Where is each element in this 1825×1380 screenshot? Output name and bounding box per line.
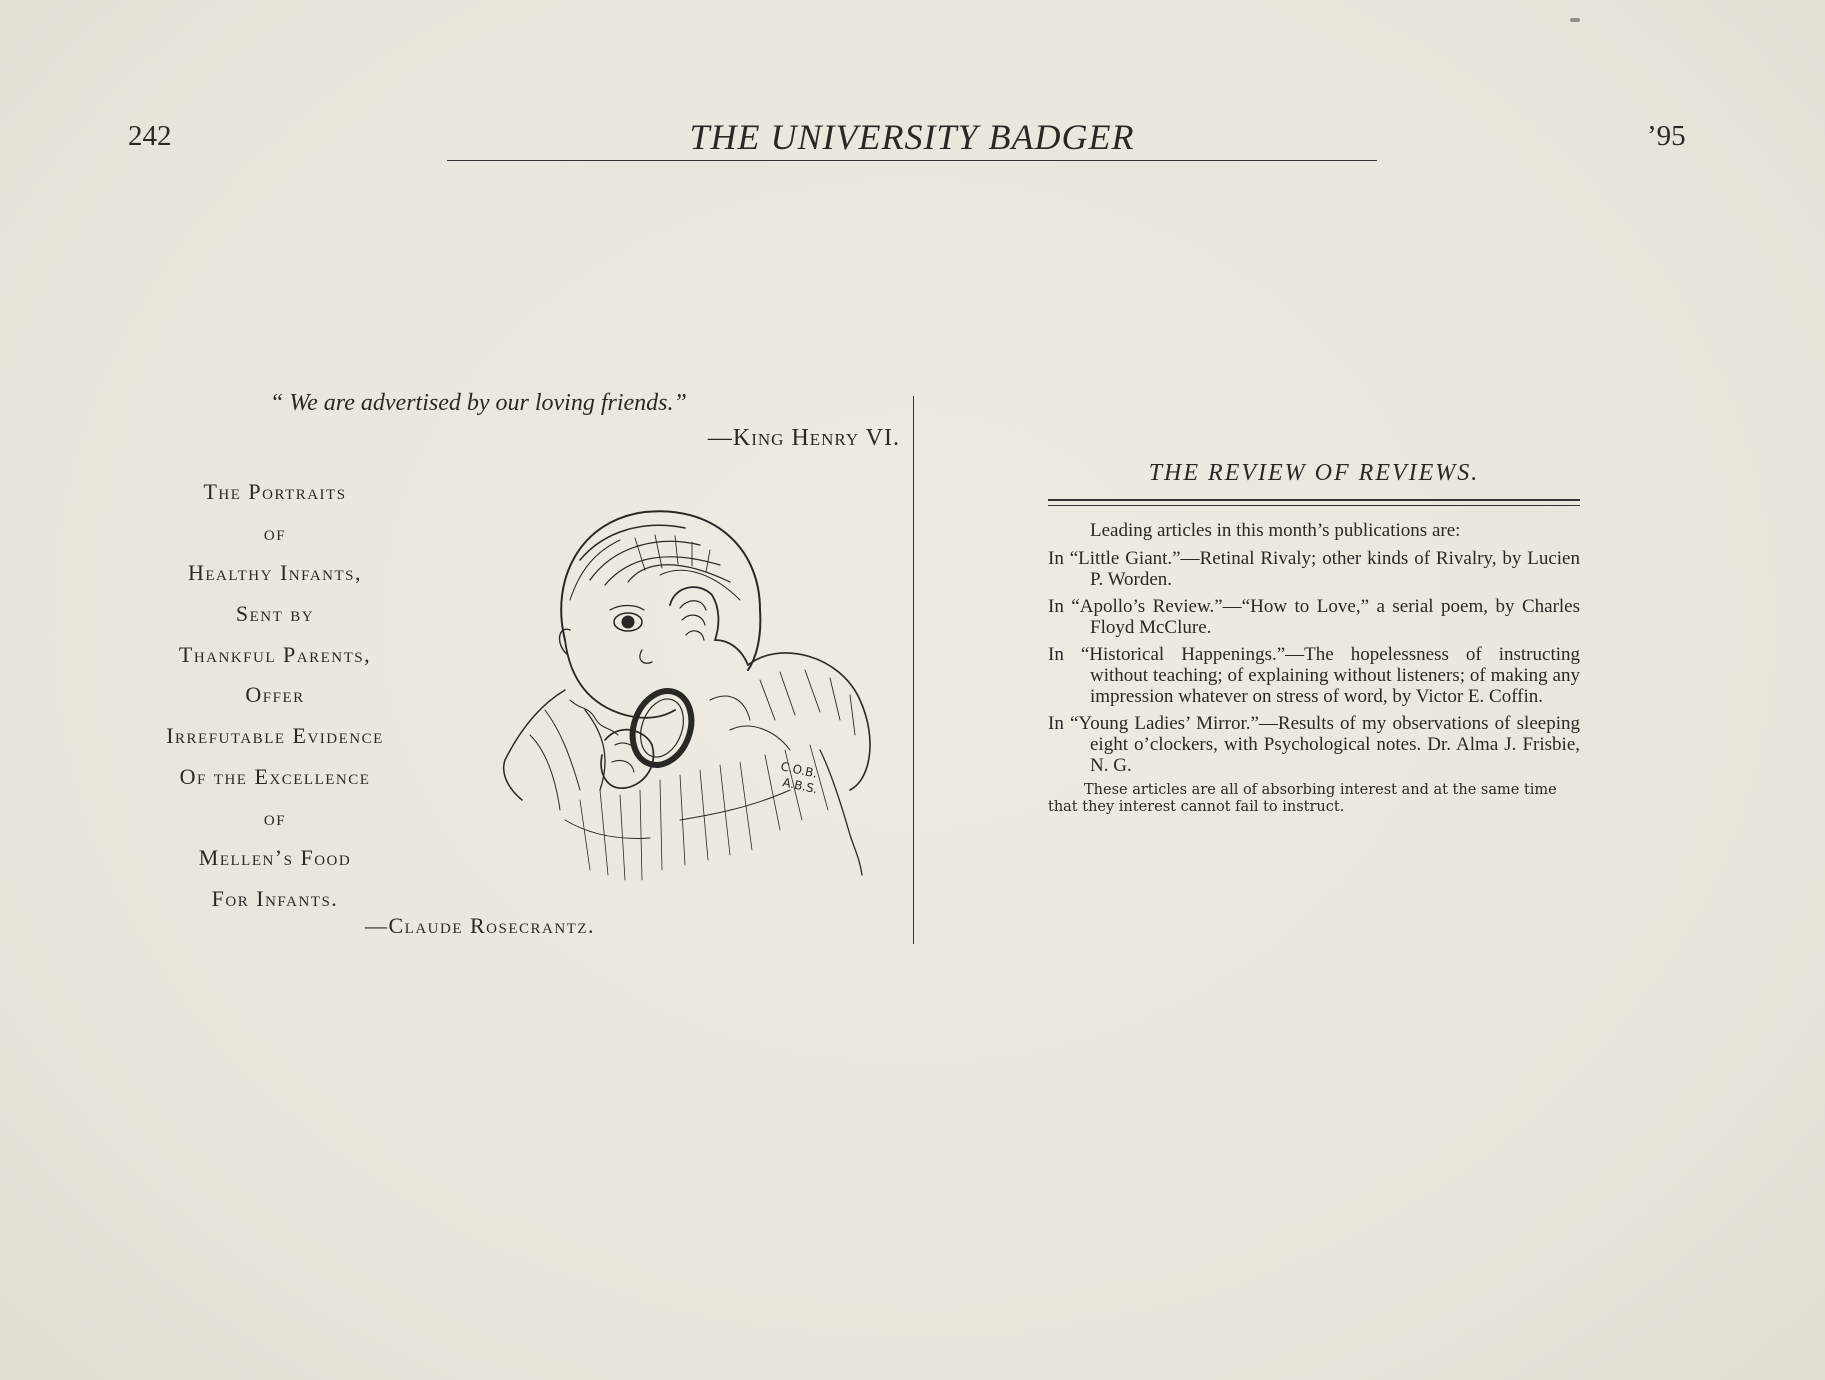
- title-rule: [1048, 505, 1580, 506]
- title-rule: [1048, 499, 1580, 501]
- ad-line: The Portraits: [203, 479, 347, 504]
- page-number: 242: [128, 120, 172, 152]
- ad-line: of: [263, 519, 287, 545]
- ad-line: Mellen’s Food: [198, 845, 352, 871]
- svg-text:A.B.S.: A.B.S.: [781, 775, 819, 797]
- epigraph-quote: “ We are advertised by our loving friends.”: [270, 390, 687, 416]
- ad-attribution: —Claude Rosecrantz.: [365, 913, 596, 938]
- running-head-title: THE UNIVERSITY BADGER: [689, 117, 1135, 157]
- mellens-food-advertisement: [130, 380, 900, 950]
- review-of-reviews-section: [1048, 460, 1580, 816]
- column-divider: [913, 396, 914, 944]
- article-entry: In “Young Ladies’ Mirror.”—Results of my observations of sleeping eight o’clockers, with Psychological notes. Dr. Alma J. Frisbie, N. G.: [1048, 713, 1580, 776]
- ad-line: Healthy Infants,: [187, 560, 363, 586]
- ad-line: Thankful Parents,: [178, 641, 372, 667]
- section-title: THE REVIEW OF REVIEWS.: [1148, 460, 1480, 486]
- epigraph-attribution: —King Henry VI.: [707, 425, 900, 451]
- ad-line: For Infants.: [211, 885, 339, 911]
- ad-line: of: [263, 804, 287, 830]
- ad-line: Offer: [245, 682, 305, 708]
- ink-speck: [1570, 18, 1580, 22]
- ad-line: Irrefutable Evidence: [166, 723, 384, 749]
- ad-line: Sent by: [235, 601, 315, 627]
- article-entry: In “Apollo’s Review.”—“How to Love,” a serial poem, by Charles Floyd McClure.: [1048, 596, 1580, 638]
- volume-year: ’95: [1647, 120, 1686, 152]
- ad-line: Of the Excellence: [179, 763, 371, 789]
- ad-text-block: [130, 472, 420, 920]
- article-entry: In “Little Giant.”—Retinal Rivaly; other kinds of Rivalry, by Lucien P. Worden.: [1048, 548, 1580, 590]
- article-entry: In “Historical Happenings.”—The hopelessness of instructing without teaching; of explaining without listeners; of making any impression whatever on stress of word, by Victor E. Coffin.: [1048, 644, 1580, 707]
- closing-note: These articles are all of absorbing interest and at the same time that they interest cannot fail to instruct.: [1048, 782, 1557, 815]
- header-rule: [447, 160, 1377, 161]
- intro-paragraph: Leading articles in this month’s publications are:: [1090, 520, 1461, 541]
- svg-text:C.O.B.: C.O.B.: [779, 759, 819, 781]
- baby-with-teething-ring-illustration: [430, 490, 890, 890]
